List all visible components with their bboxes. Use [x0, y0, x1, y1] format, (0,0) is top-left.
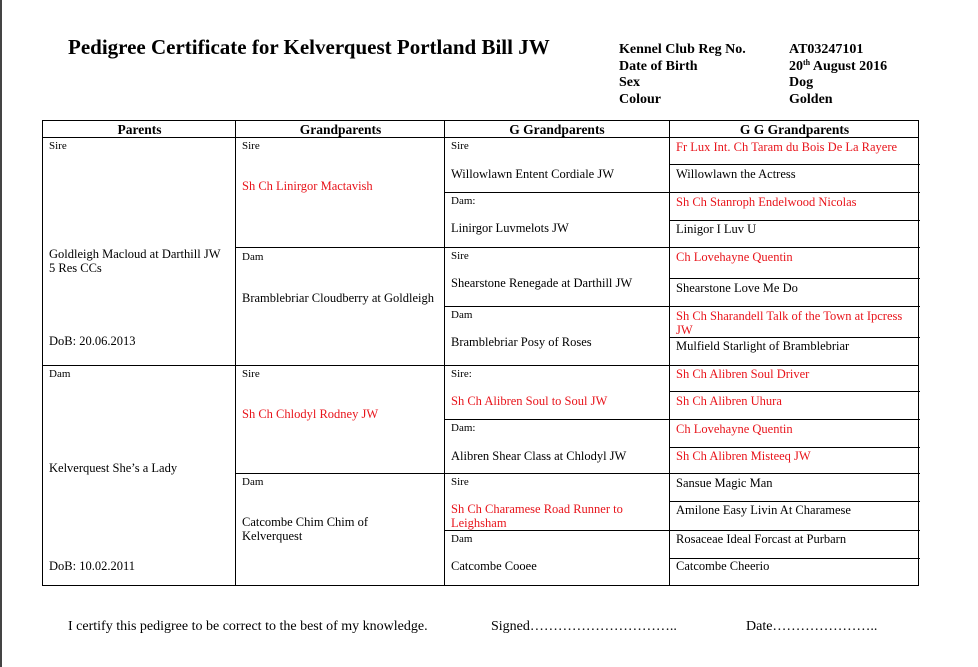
gp-sire-label: Sire: [242, 368, 260, 380]
parent-sire-dob: DoB: 20.06.2013: [49, 334, 136, 348]
gg-grandparent: Sansue Magic Man: [676, 476, 773, 490]
parent-sire-awards: 5 Res CCs: [49, 261, 102, 275]
colour-row: [619, 92, 887, 109]
date-line: Date…………………..: [746, 619, 878, 634]
dob-value: [789, 59, 887, 76]
gg-grandparent: Sh Ch Alibren Soul Driver: [676, 367, 810, 381]
gg-grandparent: Shearstone Love Me Do: [676, 281, 798, 295]
page-title: Pedigree Certificate for Kelverquest Portland Bill JW: [68, 35, 550, 59]
header-parents: Parents: [117, 122, 162, 137]
row-divider: [445, 306, 920, 307]
parent-dam-dob: DoB: 10.02.2011: [49, 559, 135, 573]
colour-value: Golden: [789, 91, 833, 107]
gg-grandparent: Sh Ch Sharandell Talk of the Town at Ipcress JW: [676, 309, 903, 337]
gp-dam-name: Bramblebriar Cloudberry at Goldleigh: [242, 291, 434, 305]
row-divider: [43, 365, 918, 366]
ggp-sire-label: Sire: [451, 476, 469, 488]
gg-divider: [670, 447, 920, 448]
parent-sire-name-text: Goldleigh Macloud at Darthill JW: [49, 247, 221, 261]
dob-suffix: th: [803, 57, 811, 67]
gp-dam-name: Catcombe Chim Chim of Kelverquest: [242, 515, 369, 543]
gg-divider: [670, 278, 920, 279]
col-divider: [235, 121, 236, 585]
reg-label: Kennel Club Reg No.: [619, 42, 746, 57]
dob-rest: August 2016: [810, 58, 888, 74]
gg-grandparent: Sh Ch Alibren Misteeq JW: [676, 449, 811, 463]
gg-grandparent: Linigor I Luv U: [676, 222, 757, 236]
header-g-grandparents: G Grandparents: [509, 122, 605, 137]
gp-sire-name: Sh Ch Chlodyl Rodney JW: [242, 407, 379, 421]
ggp-dam-label: Dam: [451, 533, 473, 545]
gg-grandparent: Rosaceae Ideal Forcast at Purbarn: [676, 532, 847, 546]
gg-grandparent: Ch Lovehayne Quentin: [676, 422, 793, 436]
gg-divider: [670, 501, 920, 502]
ggp-dam-label: Dam:: [451, 422, 476, 434]
dog-info: [619, 42, 887, 108]
parent-sire-name: [49, 247, 233, 275]
ggp-sire-name: Shearstone Renegade at Darthill JW: [451, 276, 633, 290]
gg-divider: [670, 164, 920, 165]
row-divider: [445, 192, 920, 193]
ggp-sire-label: Sire: [451, 140, 469, 152]
gg-divider: [670, 391, 920, 392]
parent-dam-name: Kelverquest She’s a Lady: [49, 461, 178, 475]
row-divider: [445, 419, 920, 420]
ggp-sire-label: Sire:: [451, 368, 472, 380]
parent-dam-label: Dam: [49, 368, 71, 380]
gp-dam-label: Dam: [242, 476, 264, 488]
dob-label: Date of Birth: [619, 58, 698, 74]
reg-row: [619, 42, 887, 59]
dob-row: [619, 59, 887, 76]
ggp-dam-name: Catcombe Cooee: [451, 559, 537, 573]
col-divider: [669, 121, 670, 585]
gg-grandparent: Sh Ch Stanroph Endelwood Nicolas: [676, 195, 857, 209]
certify-statement: I certify this pedigree to be correct to the best of my knowledge.: [68, 619, 428, 634]
ggp-dam-label: Dam:: [451, 195, 476, 207]
col-divider: [444, 121, 445, 585]
ggp-sire-name: Sh Ch Charamese Road Runner to Leighsham: [451, 502, 623, 530]
parent-sire-label: Sire: [49, 140, 67, 152]
gp-dam-label: Dam: [242, 251, 264, 263]
ggp-dam-name: Bramblebriar Posy of Roses: [451, 335, 592, 349]
gg-grandparent: Amilone Easy Livin At Charamese: [676, 503, 851, 517]
page-edge: [0, 0, 2, 667]
ggp-dam-label: Dam: [451, 309, 473, 321]
row-divider: [236, 247, 920, 248]
ggp-sire-label: Sire: [451, 250, 469, 262]
ggp-dam-name: Alibren Shear Class at Chlodyl JW: [451, 449, 627, 463]
row-divider: [236, 473, 920, 474]
gg-grandparent: Sh Ch Alibren Uhura: [676, 394, 782, 408]
pedigree-table: [42, 120, 919, 586]
colour-label: Colour: [619, 91, 661, 107]
gp-sire-label: Sire: [242, 140, 260, 152]
gg-grandparent: Fr Lux Int. Ch Taram du Bois De La Rayere: [676, 140, 898, 154]
ggp-sire-name: Willowlawn Entent Cordiale JW: [451, 167, 615, 181]
header-grandparents: Grandparents: [299, 122, 382, 137]
gg-divider: [670, 337, 920, 338]
gp-sire-name: Sh Ch Linirgor Mactavish: [242, 179, 373, 193]
header-divider: [43, 137, 918, 138]
sex-row: [619, 75, 887, 92]
sex-label: Sex: [619, 75, 640, 90]
dob-day: 20: [789, 58, 803, 74]
ggp-dam-name: Linirgor Luvmelots JW: [451, 221, 569, 235]
row-divider: [445, 530, 920, 531]
gg-divider: [670, 220, 920, 221]
signature-line: Signed…………………………..: [491, 619, 677, 634]
ggp-sire-name: Sh Ch Alibren Soul to Soul JW: [451, 394, 608, 408]
header-gg-grandparents: G G Grandparents: [739, 122, 850, 137]
gg-grandparent: Mulfield Starlight of Bramblebriar: [676, 339, 850, 353]
gg-grandparent: Ch Lovehayne Quentin: [676, 250, 793, 264]
gg-grandparent: Catcombe Cheerio: [676, 559, 770, 573]
sex-value: Dog: [789, 75, 814, 90]
reg-value: AT03247101: [789, 42, 864, 57]
gg-grandparent: Willowlawn the Actress: [676, 167, 796, 181]
